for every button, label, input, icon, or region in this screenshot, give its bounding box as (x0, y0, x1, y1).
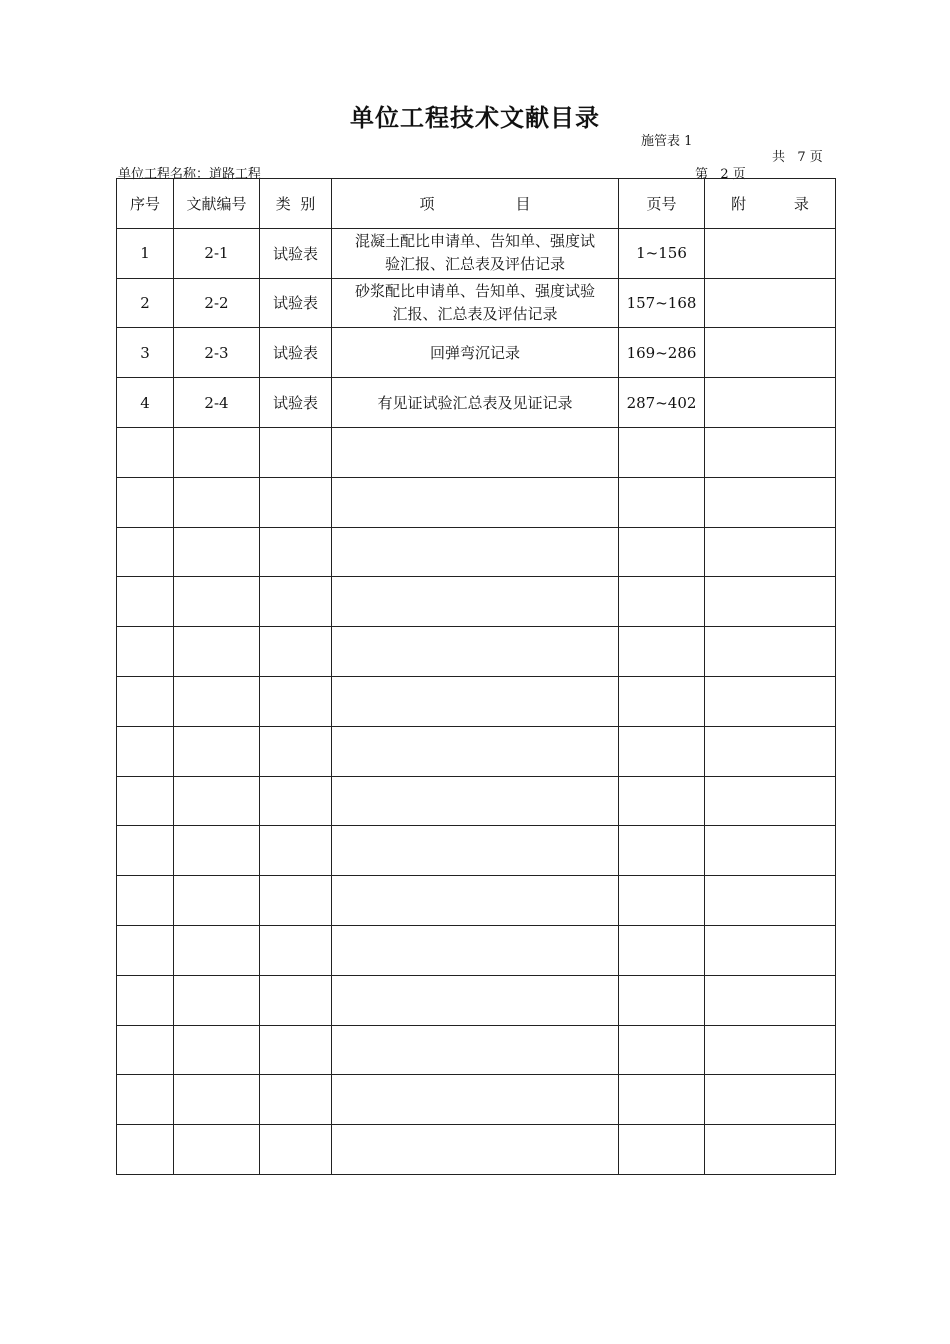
cell-doc-no (174, 726, 260, 776)
cell-seq (117, 477, 174, 527)
cell-category (260, 1075, 332, 1125)
cell-pages (619, 577, 705, 627)
cell-category (260, 975, 332, 1025)
empty-row (117, 975, 836, 1025)
cell-pages (619, 627, 705, 677)
cell-item (332, 577, 619, 627)
cell-seq: 1 (117, 228, 174, 278)
cell-doc-no (174, 1075, 260, 1125)
cell-pages: 1~156 (619, 228, 705, 278)
cell-seq: 4 (117, 378, 174, 428)
cell-item (332, 726, 619, 776)
cell-appendix (705, 676, 836, 726)
table-row (117, 228, 836, 278)
cell-seq (117, 1075, 174, 1125)
cell-item (332, 1025, 619, 1075)
cell-doc-no (174, 1025, 260, 1075)
cell-doc-no (174, 826, 260, 876)
table-row (117, 278, 836, 328)
cell-doc-no (174, 925, 260, 975)
cell-item (332, 427, 619, 477)
cell-seq (117, 1025, 174, 1075)
cell-category (260, 925, 332, 975)
cell-pages (619, 826, 705, 876)
cell-category (260, 627, 332, 677)
cell-appendix (705, 378, 836, 428)
cell-appendix (705, 726, 836, 776)
total-pages: 共 7 页 (772, 150, 823, 165)
cell-appendix (705, 776, 836, 826)
cell-item: 有见证试验汇总表及见证记录 (332, 378, 619, 428)
empty-row (117, 477, 836, 527)
header-seq: 序号 (117, 179, 174, 229)
cell-category (260, 577, 332, 627)
cell-seq: 3 (117, 328, 174, 378)
cell-category (260, 427, 332, 477)
cell-appendix (705, 1025, 836, 1075)
empty-row (117, 527, 836, 577)
cell-doc-no (174, 676, 260, 726)
unit-name: 单位工程名称：道路工程 (118, 167, 262, 182)
cell-item (332, 1075, 619, 1125)
cell-appendix (705, 527, 836, 577)
cell-doc-no (174, 975, 260, 1025)
cell-category (260, 1125, 332, 1175)
cell-seq (117, 975, 174, 1025)
cell-item (332, 975, 619, 1025)
empty-row (117, 577, 836, 627)
cell-seq (117, 925, 174, 975)
table-header-row (117, 179, 836, 229)
cell-doc-no (174, 876, 260, 926)
cell-pages (619, 726, 705, 776)
cell-item (332, 527, 619, 577)
cell-category: 试验表 (260, 378, 332, 428)
cell-category (260, 1025, 332, 1075)
cell-seq (117, 676, 174, 726)
cell-pages: 157~168 (619, 278, 705, 328)
cell-item (332, 477, 619, 527)
cell-item (332, 826, 619, 876)
cell-doc-no: 2-4 (174, 378, 260, 428)
cell-doc-no (174, 577, 260, 627)
cell-pages: 169~286 (619, 328, 705, 378)
cell-appendix (705, 925, 836, 975)
cell-pages (619, 925, 705, 975)
cell-item (332, 876, 619, 926)
cell-item (332, 627, 619, 677)
empty-row (117, 427, 836, 477)
empty-row (117, 627, 836, 677)
cell-doc-no (174, 1125, 260, 1175)
cell-seq (117, 527, 174, 577)
cell-seq (117, 876, 174, 926)
cell-pages: 287~402 (619, 378, 705, 428)
cell-pages (619, 1025, 705, 1075)
cell-seq (117, 726, 174, 776)
empty-row (117, 1125, 836, 1175)
cell-category: 试验表 (260, 278, 332, 328)
cell-seq (117, 1125, 174, 1175)
table-row (117, 328, 836, 378)
header-item: 项 目 (332, 179, 619, 229)
cell-item: 回弹弯沉记录 (332, 328, 619, 378)
cell-appendix (705, 826, 836, 876)
cell-category: 试验表 (260, 328, 332, 378)
cell-pages (619, 1075, 705, 1125)
cell-item (332, 925, 619, 975)
cell-item: 砂浆配比申请单、告知单、强度试验 汇报、汇总表及评估记录 (332, 278, 619, 328)
cell-appendix (705, 627, 836, 677)
cell-category (260, 776, 332, 826)
cell-pages (619, 676, 705, 726)
cell-appendix (705, 278, 836, 328)
cell-appendix (705, 1125, 836, 1175)
empty-row (117, 925, 836, 975)
empty-row (117, 676, 836, 726)
header-pages: 页号 (619, 179, 705, 229)
cell-doc-no (174, 627, 260, 677)
cell-doc-no: 2-2 (174, 278, 260, 328)
catalog-table (116, 178, 836, 1175)
cell-category (260, 676, 332, 726)
cell-doc-no (174, 527, 260, 577)
empty-row (117, 776, 836, 826)
header-category: 类 别 (260, 179, 332, 229)
cell-appendix (705, 328, 836, 378)
cell-item (332, 676, 619, 726)
cell-doc-no: 2-3 (174, 328, 260, 378)
document-title: 单位工程技术文献目录 (350, 104, 600, 132)
cell-category (260, 826, 332, 876)
cell-seq (117, 627, 174, 677)
cell-doc-no (174, 477, 260, 527)
cell-appendix (705, 477, 836, 527)
empty-row (117, 1075, 836, 1125)
empty-row (117, 876, 836, 926)
cell-doc-no (174, 427, 260, 477)
cell-doc-no (174, 776, 260, 826)
header-appendix: 附 录 (705, 179, 836, 229)
cell-item (332, 1125, 619, 1175)
cell-pages (619, 776, 705, 826)
cell-seq (117, 427, 174, 477)
header-doc-no: 文献编号 (174, 179, 260, 229)
cell-seq: 2 (117, 278, 174, 328)
cell-seq (117, 577, 174, 627)
cell-doc-no: 2-1 (174, 228, 260, 278)
page-number: 第 2 页 (695, 167, 746, 182)
cell-appendix (705, 876, 836, 926)
cell-item (332, 776, 619, 826)
cell-appendix (705, 577, 836, 627)
cell-pages (619, 527, 705, 577)
cell-appendix (705, 427, 836, 477)
cell-item: 混凝土配比申请单、告知单、强度试 验汇报、汇总表及评估记录 (332, 228, 619, 278)
table-row (117, 378, 836, 428)
cell-pages (619, 1125, 705, 1175)
cell-category: 试验表 (260, 228, 332, 278)
empty-row (117, 1025, 836, 1075)
cell-category (260, 527, 332, 577)
cell-pages (619, 975, 705, 1025)
cell-pages (619, 427, 705, 477)
cell-appendix (705, 975, 836, 1025)
cell-pages (619, 876, 705, 926)
cell-category (260, 477, 332, 527)
cell-category (260, 876, 332, 926)
cell-seq (117, 826, 174, 876)
cell-appendix (705, 1075, 836, 1125)
empty-row (117, 826, 836, 876)
empty-row (117, 726, 836, 776)
cell-appendix (705, 228, 836, 278)
cell-pages (619, 477, 705, 527)
form-number: 施管表 1 (641, 134, 693, 149)
cell-category (260, 726, 332, 776)
cell-seq (117, 776, 174, 826)
